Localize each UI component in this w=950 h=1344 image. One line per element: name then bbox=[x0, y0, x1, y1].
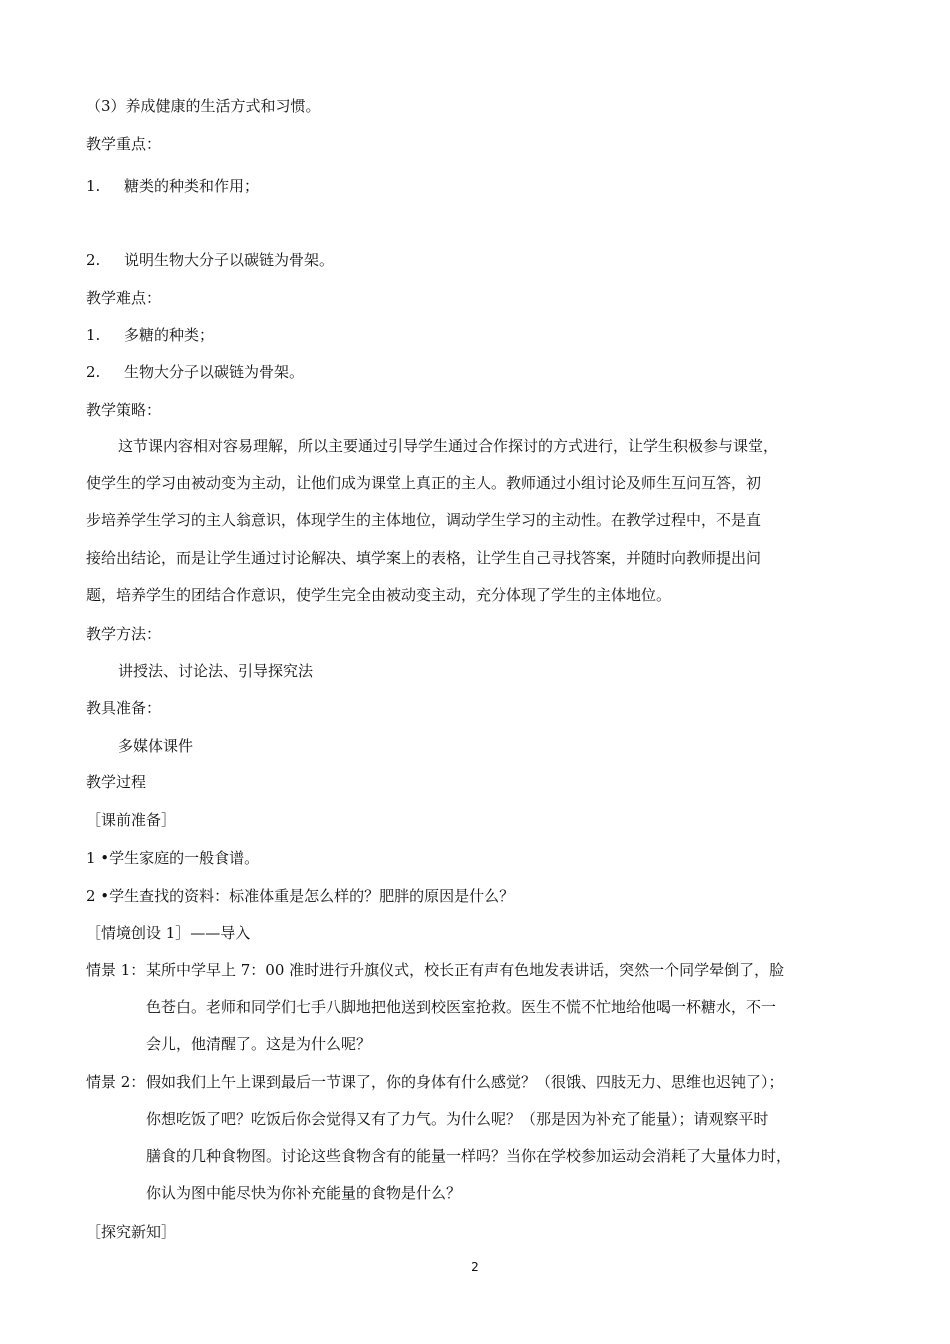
scene-2-text bbox=[146, 1064, 876, 1212]
item-text: 说明生物大分子以碳链为骨架。 bbox=[124, 251, 335, 269]
item-number: 2. bbox=[86, 363, 101, 381]
tools-text: 多媒体课件 bbox=[118, 737, 194, 755]
page-number: 2 bbox=[471, 1260, 479, 1274]
item-number: 2. bbox=[86, 251, 101, 269]
scene-1-line: 某所中学早上 7：00 准时进行升旗仪式，校长正有声有色地发表讲话，突然一个同学晕倒了，脸 bbox=[146, 961, 785, 979]
item-number: 1. bbox=[86, 326, 101, 344]
strategy-line: 步培养学生学习的主人翁意识，体现学生的主体地位，调动学生学习的主动性。在教学过程中，不是直 bbox=[86, 511, 762, 530]
scene-2 bbox=[86, 1064, 876, 1212]
scene-2-line: 你认为图中能尽快为你补充能量的食物是什么？ bbox=[146, 1184, 462, 1202]
prep-item-2: 2 •学生查找的资料：标准体重是怎么样的？肥胖的原因是什么？ bbox=[86, 887, 515, 905]
difficulty-item-1 bbox=[86, 325, 214, 345]
prep-item-1: 1 •学生家庭的一般食谱。 bbox=[86, 849, 260, 867]
scene-2-line: 假如我们上午上课到最后一节课了，你的身体有什么感觉？（很饿、四肢无力、思维也迟钝了）； bbox=[146, 1073, 784, 1091]
scene-2-line: 膳食的几种食物图。讨论这些食物含有的能量一样吗？当你在学校参加运动会消耗了大量体力时， bbox=[146, 1147, 792, 1165]
item-text: 多糖的种类； bbox=[124, 326, 215, 344]
process-heading: 教学过程 bbox=[86, 773, 147, 791]
difficulties-heading: 教学难点： bbox=[86, 289, 162, 307]
scene-heading: ［情境创设 1］——导入 bbox=[86, 924, 251, 942]
item-number: 1. bbox=[86, 177, 101, 195]
key-point-item-1 bbox=[86, 176, 259, 196]
key-points-heading: 教学重点： bbox=[86, 135, 162, 153]
strategy-paragraph bbox=[86, 428, 890, 614]
strategy-heading: 教学策略： bbox=[86, 401, 162, 419]
scene-1 bbox=[86, 952, 876, 1063]
item-text: 生物大分子以碳链为骨架。 bbox=[124, 363, 305, 381]
methods-heading: 教学方法： bbox=[86, 625, 162, 643]
item-text: 糖类的种类和作用； bbox=[124, 177, 260, 195]
methods-text: 讲授法、讨论法、引导探究法 bbox=[118, 662, 314, 680]
scene-1-line: 色苍白。老师和同学们七手八脚地把他送到校医室抢救。医生不慌不忙地给他喝一杯糖水，不一 bbox=[146, 998, 777, 1016]
prep-heading: ［课前准备］ bbox=[86, 811, 177, 829]
scene-1-text bbox=[146, 952, 876, 1063]
strategy-line: 题，培养学生的团结合作意识，使学生完全由被动变主动，充分体现了学生的主体地位。 bbox=[86, 585, 672, 604]
strategy-line: 接给出结论，而是让学生通过讨论解决、填学案上的表格，让学生自己寻找答案，并随时向教师提出问 bbox=[86, 548, 762, 567]
key-point-item-2 bbox=[86, 250, 334, 270]
scene-2-line: 你想吃饭了吧？吃饭后你会觉得又有了力气。为什么呢？（那是因为补充了能量）；请观察平时 bbox=[146, 1110, 769, 1128]
tools-heading: 教具准备： bbox=[86, 699, 162, 717]
explore-heading: ［探究新知］ bbox=[86, 1223, 177, 1241]
scene-2-label: 情景 2： bbox=[86, 1073, 146, 1091]
strategy-line: 这节课内容相对容易理解，所以主要通过引导学生通过合作探讨的方式进行，让学生积极参与课堂， bbox=[118, 437, 779, 455]
scene-1-label: 情景 1： bbox=[86, 961, 146, 979]
objective-3: （3）养成健康的生活方式和习惯。 bbox=[86, 97, 321, 115]
scene-1-line: 会儿，他清醒了。这是为什么呢？ bbox=[146, 1035, 372, 1053]
strategy-line: 使学生的学习由被动变为主动，让他们成为课堂上真正的主人。教师通过小组讨论及师生互问互答，初 bbox=[86, 474, 762, 493]
difficulty-item-2 bbox=[86, 362, 304, 382]
